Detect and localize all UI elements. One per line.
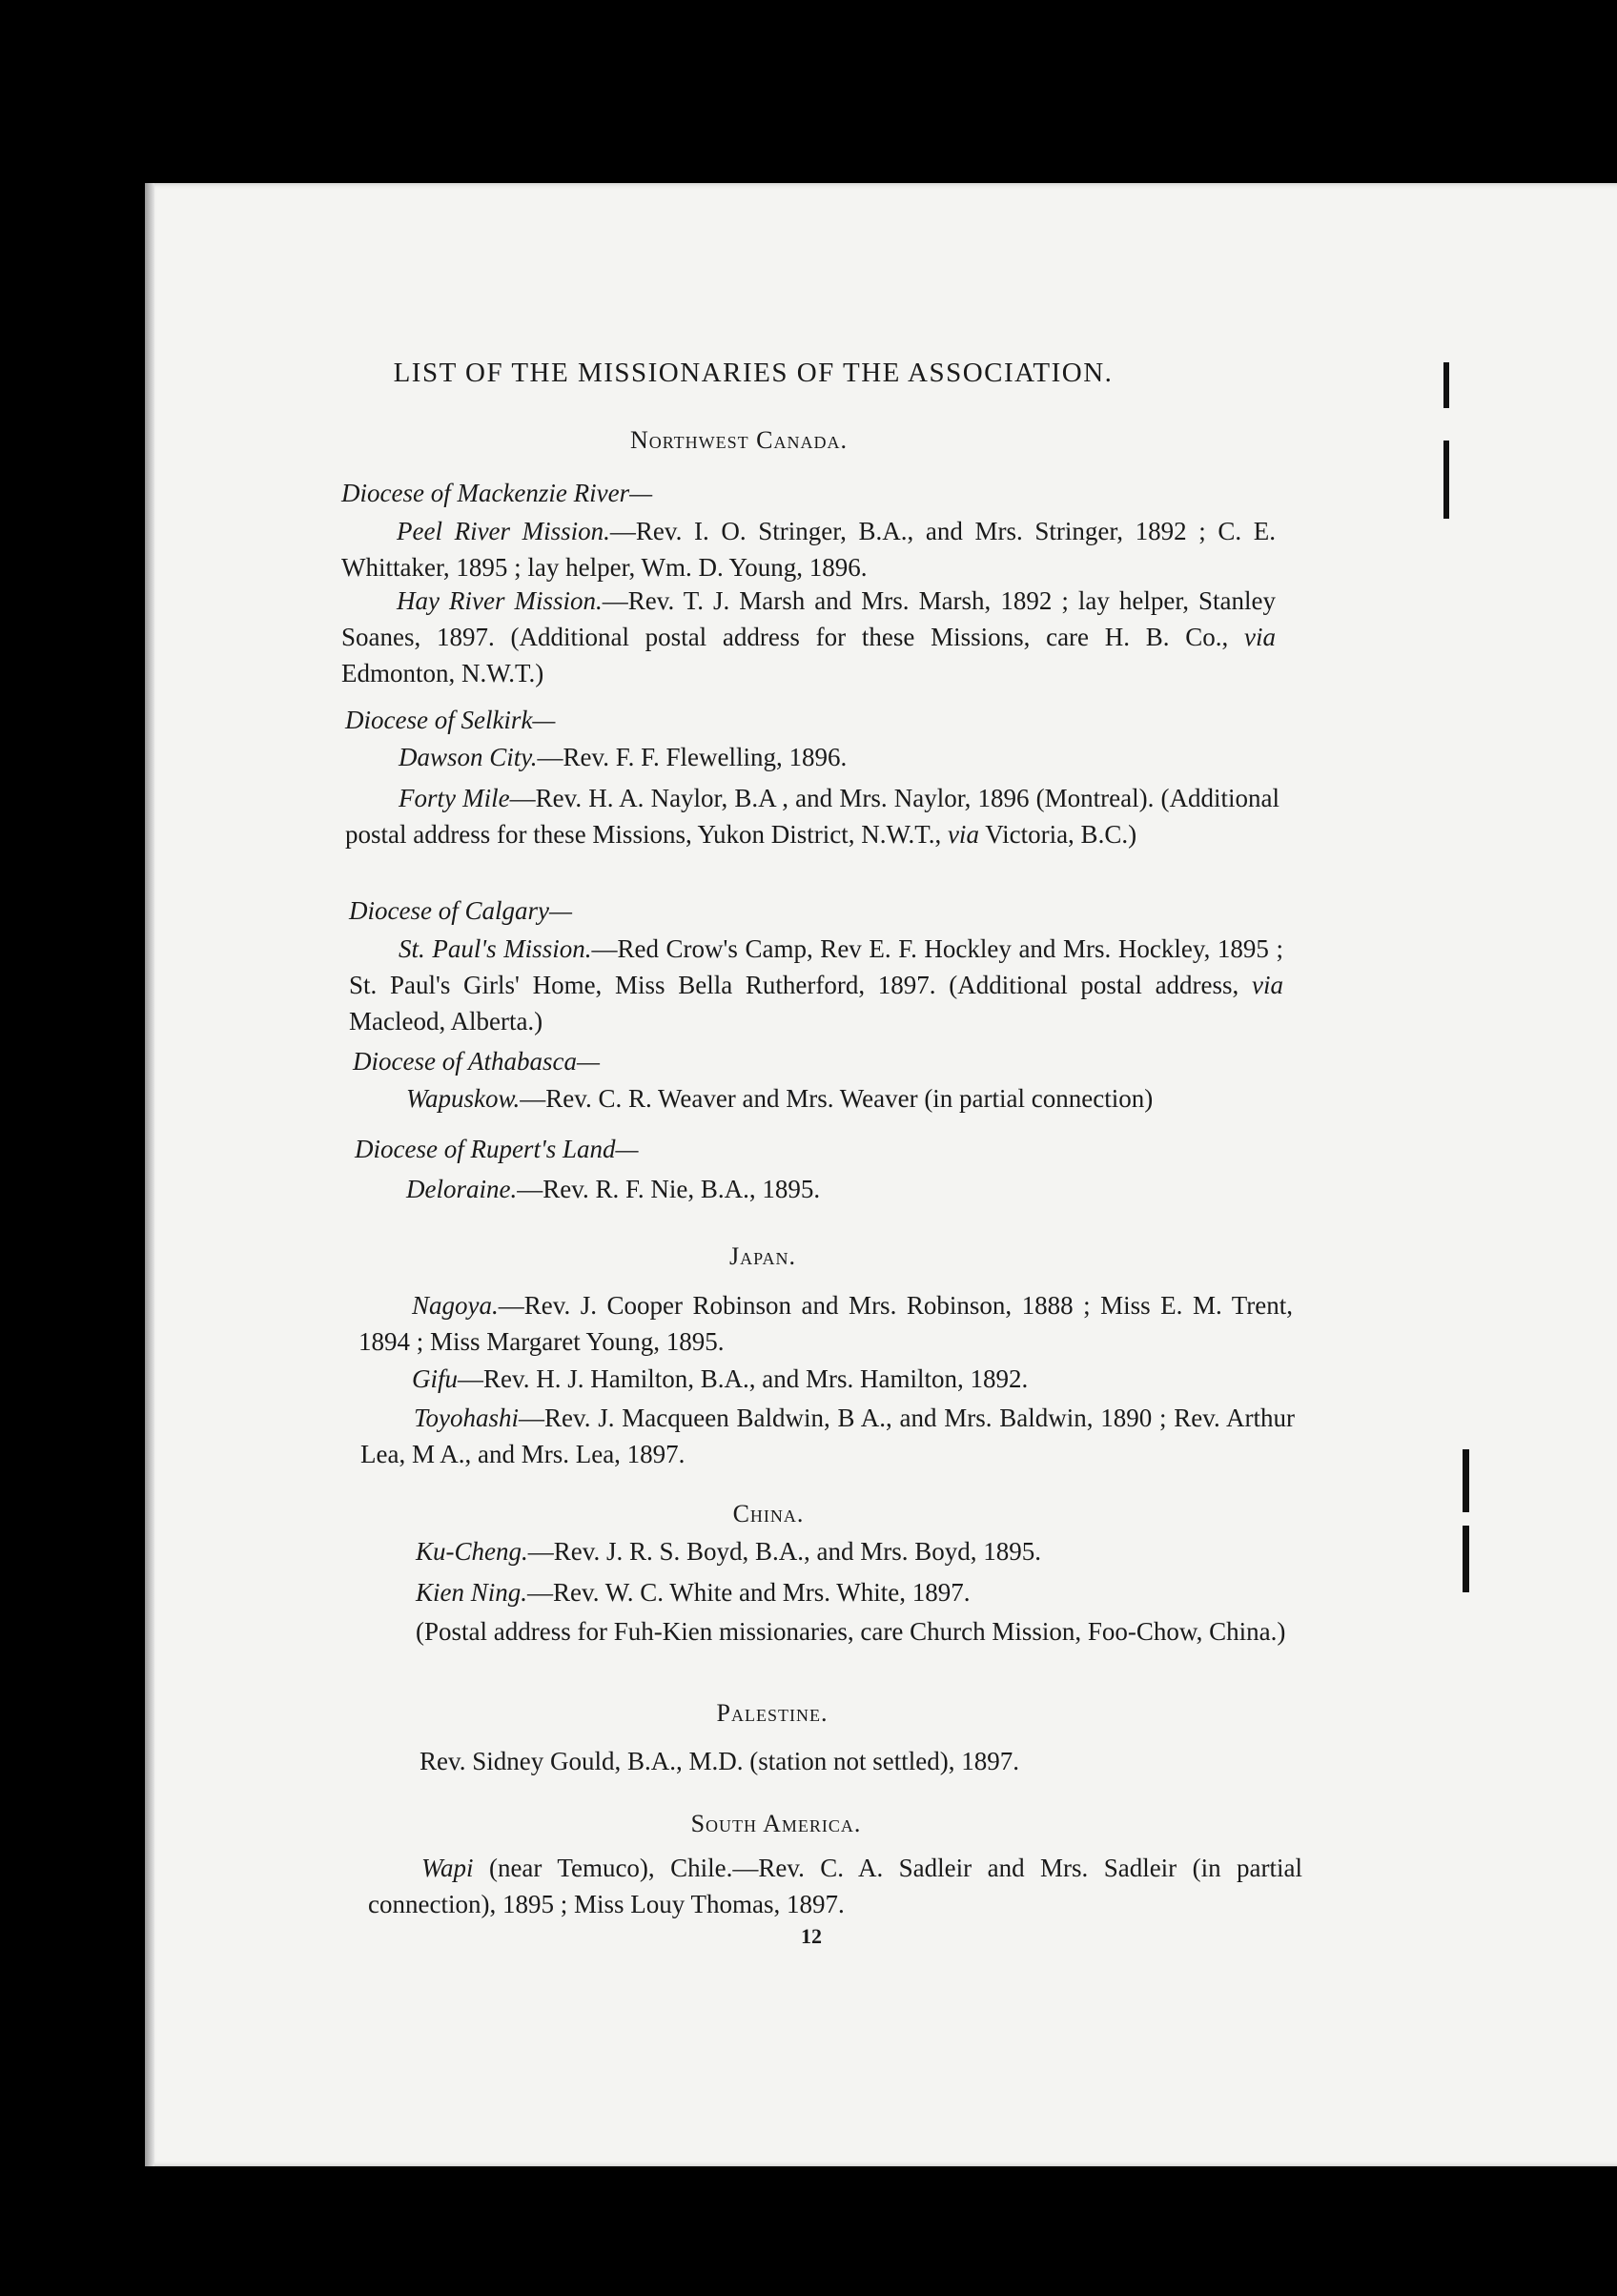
china-postal-note: (Postal address for Fuh-Kien missionaries, care Church Mission, Foo-Chow, China.) <box>416 1617 1286 1646</box>
section-heading-china: China. <box>732 1500 805 1527</box>
via-word: via <box>1244 623 1276 651</box>
mission-text: —Rev. H. J. Hamilton, B.A., and Mrs. Hamilton, 1892. <box>458 1364 1029 1393</box>
margin-mark <box>1463 1449 1469 1512</box>
section-heading-northwest-canada: Northwest Canada. <box>629 426 849 454</box>
diocese-ruperts-land: Diocese of Rupert's Land— <box>355 1135 639 1163</box>
mission-text-end: Macleod, Alberta.) <box>349 1007 543 1035</box>
entry-nagoya <box>358 1287 1293 1360</box>
entry-toyohashi <box>360 1400 1295 1472</box>
mission-name: Ku-Cheng. <box>416 1537 528 1566</box>
mission-name: Wapi <box>421 1854 474 1882</box>
entry-dawson-city <box>345 739 1279 775</box>
entry-palestine: Rev. Sidney Gould, B.A., M.D. (station not settled), 1897. <box>420 1747 1019 1775</box>
mission-text: —Red Crow's Camp, Rev E. F. Hockley and Mrs. Hockley, 1895 ; St. Paul's Girls' Home, Miss Bella Rutherford, 1897. (Additional postal address, <box>349 934 1283 999</box>
mission-name: Forty Mile <box>399 784 510 812</box>
mission-name: St. Paul's Mission. <box>399 934 592 963</box>
mission-text: —Rev. I. O. Stringer, B.A., and Mrs. Stringer, 1892 ; C. E. Whittaker, 1895 ; lay helper, Wm. D. Young, 1896. <box>341 517 1276 582</box>
entry-wapi <box>368 1850 1302 1922</box>
entry-ku-cheng <box>362 1533 1297 1569</box>
via-word: via <box>1252 971 1283 999</box>
mission-name: Deloraine. <box>406 1175 518 1203</box>
mission-text: —Rev. R. F. Nie, B.A., 1895. <box>517 1175 821 1203</box>
diocese-athabasca: Diocese of Athabasca— <box>353 1047 600 1076</box>
mission-name: Nagoya. <box>412 1291 499 1320</box>
diocese-selkirk: Diocese of Selkirk— <box>345 706 556 734</box>
entry-forty-mile <box>345 780 1279 852</box>
mission-text: —Rev. F. F. Flewelling, 1896. <box>537 743 848 771</box>
mission-name: Kien Ning. <box>416 1578 528 1607</box>
entry-deloraine <box>355 1171 1289 1207</box>
mission-text: —Rev. J. Macqueen Baldwin, B A., and Mrs. Baldwin, 1890 ; Rev. Arthur Lea, M A., and Mrs. Lea, 1897. <box>360 1404 1295 1468</box>
mission-name: Hay River Mission. <box>397 586 603 615</box>
mission-name: Dawson City. <box>399 743 538 771</box>
section-heading-japan: Japan. <box>729 1242 796 1270</box>
mission-text: —Rev. W. C. White and Mrs. White, 1897. <box>527 1578 971 1607</box>
mission-name: Toyohashi <box>414 1404 520 1432</box>
section-heading-palestine: Palestine. <box>716 1699 829 1727</box>
mission-text: —Rev. J. R. S. Boyd, B.A., and Mrs. Boyd, 1895. <box>527 1537 1042 1566</box>
mission-text: —Rev. T. J. Marsh and Mrs. Marsh, 1892 ; lay helper, Stanley Soanes, 1897. (Additional postal address for these Missions, care H. B. Co., <box>341 586 1276 651</box>
mission-text-end: Edmonton, N.W.T.) <box>341 659 544 687</box>
mission-text: —Rev. C. R. Weaver and Mrs. Weaver (in partial connection) <box>520 1084 1154 1113</box>
entry-kien-ning <box>362 1574 1297 1610</box>
page-binding-edge <box>145 183 154 2166</box>
mission-name: Peel River Mission. <box>397 517 610 545</box>
entry-peel-river <box>341 513 1276 585</box>
mission-text-end: Victoria, B.C.) <box>978 820 1137 849</box>
mission-name: Wapuskow. <box>406 1084 521 1113</box>
mission-text: —Rev. H. A. Naylor, B.A , and Mrs. Naylor, 1896 (Montreal). (Additional postal address for these Missions, Yukon District, N.W.T., <box>345 784 1279 849</box>
entry-hay-river <box>341 583 1276 691</box>
margin-mark <box>1443 362 1449 408</box>
entry-st-pauls <box>349 931 1283 1039</box>
page-title: LIST OF THE MISSIONARIES OF THE ASSOCIATION. <box>393 358 1114 388</box>
diocese-mackenzie: Diocese of Mackenzie River— <box>341 479 653 507</box>
mission-text: (near Temuco), Chile.—Rev. C. A. Sadleir and Mrs. Sadleir (in partial connection), 1895 ; Miss Louy Thomas, 1897. <box>368 1854 1302 1918</box>
section-heading-south-america: South America. <box>690 1810 862 1837</box>
entry-wapuskow <box>353 1080 1287 1117</box>
page-number: 12 <box>801 1924 822 1948</box>
mission-name: Gifu <box>412 1364 459 1393</box>
margin-mark <box>1443 441 1449 519</box>
mission-text: —Rev. J. Cooper Robinson and Mrs. Robinson, 1888 ; Miss E. M. Trent, 1894 ; Miss Margaret Young, 1895. <box>358 1291 1293 1356</box>
diocese-calgary: Diocese of Calgary— <box>349 896 572 925</box>
margin-mark <box>1463 1526 1469 1592</box>
entry-gifu <box>358 1361 1293 1397</box>
via-word: via <box>947 820 979 849</box>
